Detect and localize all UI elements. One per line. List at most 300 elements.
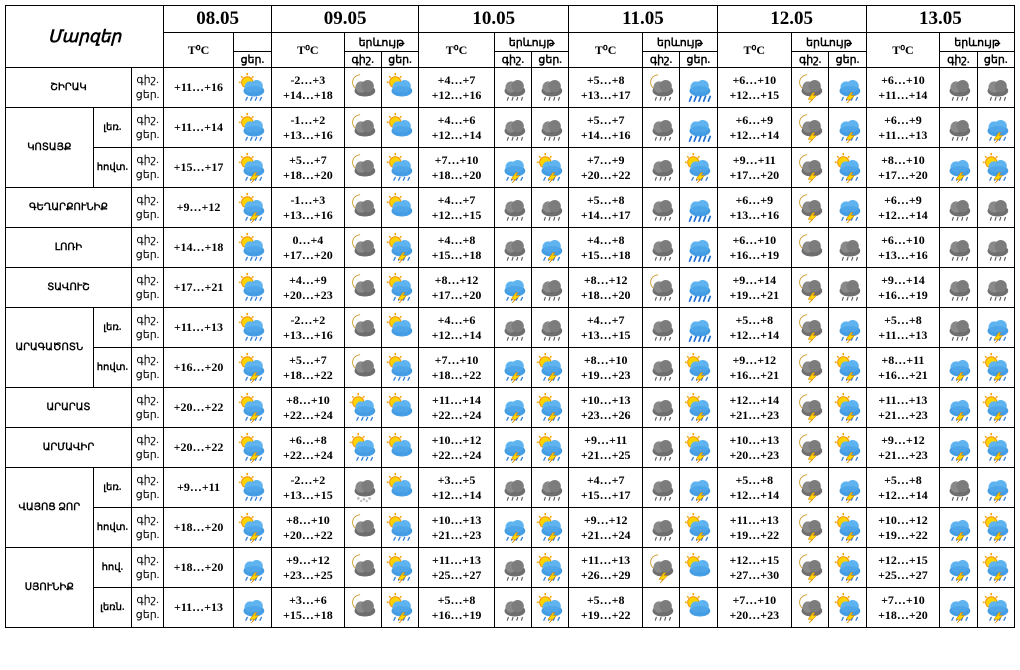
cloud-storm-icon: [940, 352, 976, 384]
temperature-cell: +15…+17: [164, 148, 234, 188]
sun-cloud-icon: [382, 112, 418, 144]
night-temp: +5…+8: [884, 472, 922, 487]
day-label: ցեր.: [135, 128, 160, 141]
temperature-cell: [272, 68, 345, 108]
temperature-cell: [419, 468, 495, 508]
night-temp: +10…+12: [431, 432, 482, 447]
night-label: գիշ.: [136, 193, 159, 206]
temperature-cell: +18…+20: [164, 548, 234, 588]
sun-cloud-storm-icon: [234, 192, 271, 224]
day-night-label: [131, 468, 163, 508]
night-label: գիշ.: [136, 113, 159, 126]
day-temp: +22…+24: [283, 447, 333, 462]
night-temp: +4…+6: [437, 112, 476, 127]
temperature-cell: +14…+18: [164, 228, 234, 268]
night-temp: +4…+9: [289, 272, 327, 287]
day-temp: +11…+14: [878, 87, 928, 102]
temperature-cell: [569, 228, 643, 268]
cloud-storm-icon: [495, 272, 531, 304]
moon-cloud-storm-icon: [792, 512, 828, 544]
cloud-rain-icon: [643, 392, 679, 424]
cloud-rain-icon: [829, 232, 865, 264]
temperature-cell: +11…+16: [164, 68, 234, 108]
phenomenon-cell: [233, 148, 271, 188]
day-label: ցեր.: [135, 368, 160, 381]
cloud-storm-icon: [978, 472, 1015, 504]
night-phenomenon-cell: [344, 108, 381, 148]
night-temp: 0…+4: [292, 232, 324, 247]
sun-cloud-storm-icon: [978, 152, 1015, 184]
night-phenomenon-cell: [494, 548, 531, 588]
moon-cloud-icon: [345, 152, 381, 184]
night-temp: +4…+6: [437, 312, 476, 327]
day-label: ցեր.: [135, 288, 160, 301]
night-phenomenon-cell: [940, 508, 977, 548]
temperature-cell: [419, 68, 495, 108]
sun-cloud-storm-icon: [829, 552, 865, 584]
day-temp: +20…+22: [283, 527, 333, 542]
temp-header: T⁰C: [569, 33, 643, 68]
day-temp: +12…+14: [431, 327, 482, 342]
night-subheader: գիշ.: [642, 52, 679, 68]
day-subheader: ցեր.: [381, 52, 418, 68]
temp-header: T⁰C: [717, 33, 792, 68]
cloud-storm-icon: [680, 472, 716, 504]
cloud-rain-icon: [495, 312, 531, 344]
night-temp: +10…+13: [580, 392, 631, 407]
day-temp: +16…+19: [431, 607, 482, 622]
temperature-cell: [866, 268, 940, 308]
day-temp: +22…+24: [431, 407, 482, 422]
night-phenomenon-cell: [494, 268, 531, 308]
moon-cloud-icon: [345, 512, 381, 544]
cloud-rain-icon: [495, 192, 531, 224]
day-temp: +16…+19: [729, 247, 780, 262]
day-phenomenon-cell: [829, 108, 866, 148]
night-phenomenon-cell: [642, 148, 679, 188]
moon-cloud-storm-icon: [792, 272, 828, 304]
day-phenomenon-cell: [977, 548, 1015, 588]
subzone-label: լեռ.: [93, 108, 131, 148]
temperature-cell: [419, 308, 495, 348]
day-temp: +13…+16: [283, 327, 333, 342]
sun-cloud-rain-icon: [382, 352, 418, 384]
day-subheader: ցեր.: [680, 52, 717, 68]
cloud-storm-icon: [495, 352, 531, 384]
temperature-cell: [569, 68, 643, 108]
day-phenomenon-cell: [381, 388, 418, 428]
phenomenon-header: երևույթ: [494, 33, 569, 52]
day-temp: +18…+20: [580, 287, 631, 302]
night-phenomenon-cell: [344, 148, 381, 188]
day-phenomenon-cell: [829, 588, 866, 628]
sun-cloud-icon: [382, 72, 418, 104]
cloud-rain-icon: [643, 512, 679, 544]
night-temp: +11…+13: [581, 552, 631, 567]
day-subheader: ցեր.: [532, 52, 569, 68]
night-phenomenon-cell: [494, 188, 531, 228]
moon-cloud-storm-icon: [792, 352, 828, 384]
date-header: 11.05: [569, 6, 717, 33]
cloud-storm-icon: [829, 472, 865, 504]
phenomenon-cell: [233, 308, 271, 348]
day-temp: +22…+24: [431, 447, 482, 462]
night-phenomenon-cell: [494, 588, 531, 628]
night-temp: +4…+7: [586, 312, 625, 327]
day-temp: +19…+22: [729, 527, 780, 542]
date-header: 13.05: [866, 6, 1014, 33]
cloud-rain-icon: [643, 432, 679, 464]
night-phenomenon-cell: [344, 468, 381, 508]
day-phenomenon-cell: [680, 588, 717, 628]
temperature-cell: [419, 508, 495, 548]
night-temp: +6…+10: [881, 72, 925, 87]
phenomenon-cell: [233, 68, 271, 108]
sun-cloud-storm-icon: [532, 352, 568, 384]
night-phenomenon-cell: [940, 188, 977, 228]
temperature-cell: +18…+20: [164, 508, 234, 548]
day-phenomenon-cell: [381, 468, 418, 508]
day-temp: +23…+25: [283, 567, 333, 582]
night-phenomenon-cell: [494, 508, 531, 548]
night-temp: +12…+15: [878, 552, 928, 567]
day-night-label: [131, 388, 163, 428]
sun-cloud-storm-icon: [382, 592, 418, 624]
day-temp: +19…+21: [729, 287, 780, 302]
temp-header: T⁰C: [272, 33, 345, 68]
night-phenomenon-cell: [642, 428, 679, 468]
day-phenomenon-cell: [532, 148, 569, 188]
night-temp: +9…+12: [286, 552, 330, 567]
sun-cloud-storm-icon: [829, 392, 865, 424]
moon-cloud-storm-icon: [792, 192, 828, 224]
day-phenomenon-cell: [381, 228, 418, 268]
cloud-rain-icon: [495, 112, 531, 144]
temperature-cell: +9…+11: [164, 468, 234, 508]
day-phenomenon-cell: [381, 548, 418, 588]
day-phenomenon-cell: [532, 508, 569, 548]
temperature-cell: [717, 268, 792, 308]
day-temp: +21…+23: [431, 527, 482, 542]
day-subheader: ցեր.: [829, 52, 866, 68]
night-temp: +6…+9: [884, 192, 922, 207]
night-phenomenon-cell: [344, 188, 381, 228]
night-temp: +3…+5: [437, 472, 476, 487]
night-phenomenon-cell: [642, 188, 679, 228]
temperature-cell: [569, 548, 643, 588]
night-phenomenon-cell: [344, 268, 381, 308]
temperature-cell: [866, 548, 940, 588]
day-temp: +21…+23: [878, 407, 928, 422]
temperature-cell: +11…+13: [164, 588, 234, 628]
day-night-label: [131, 268, 163, 308]
region-name: ՏԱՎՈՒՇ: [6, 268, 132, 308]
night-phenomenon-cell: [792, 348, 829, 388]
night-phenomenon-cell: [940, 228, 977, 268]
day-temp: +12…+14: [729, 487, 780, 502]
phenomenon-cell: [233, 468, 271, 508]
temperature-cell: [866, 108, 940, 148]
day-phenomenon-cell: [680, 548, 717, 588]
temperature-cell: [272, 388, 345, 428]
cloud-heavy-rain-icon: [680, 312, 716, 344]
moon-cloud-storm-icon: [792, 392, 828, 424]
sun-cloud-rain-icon: [234, 232, 271, 264]
sun-cloud-rain-icon: [234, 272, 271, 304]
night-phenomenon-cell: [642, 588, 679, 628]
temperature-cell: [569, 508, 643, 548]
night-label: գիշ.: [136, 393, 159, 406]
cloud-rain-icon: [978, 72, 1015, 104]
moon-cloud-icon: [345, 552, 381, 584]
cloud-rain-icon: [495, 232, 531, 264]
night-label: գիշ.: [136, 473, 159, 486]
day-temp: +14…+17: [580, 207, 631, 222]
day-label: ցեր.: [135, 168, 160, 181]
temperature-cell: [569, 308, 643, 348]
day-phenomenon-cell: [829, 148, 866, 188]
night-label: գիշ.: [136, 233, 159, 246]
phenomenon-cell: [233, 228, 271, 268]
night-temp: +9…+12: [881, 432, 925, 447]
date-header: 12.05: [717, 6, 866, 33]
cloud-rain-icon: [940, 272, 976, 304]
day-temp: +18…+22: [283, 367, 333, 382]
day-phenomenon-cell: [532, 68, 569, 108]
day-phenomenon-cell: [680, 68, 717, 108]
region-name: ԱՐԱՐԱՏ: [6, 388, 132, 428]
temperature-cell: [717, 508, 792, 548]
temperature-cell: [866, 588, 940, 628]
cloud-storm-icon: [532, 232, 568, 264]
day-phenomenon-cell: [829, 388, 866, 428]
night-phenomenon-cell: [494, 388, 531, 428]
sun-cloud-rain-icon: [234, 112, 271, 144]
night-temp: +9…+12: [732, 352, 777, 367]
day-temp: +26…+29: [580, 567, 631, 582]
day-phenomenon-cell: [532, 588, 569, 628]
cloud-rain-icon: [940, 472, 976, 504]
cloud-storm-icon: [829, 72, 865, 104]
day-night-label: [131, 148, 163, 188]
region-name: ՇԻՐԱԿ: [6, 68, 132, 108]
sun-cloud-storm-icon: [978, 512, 1015, 544]
cloud-storm-icon: [940, 552, 976, 584]
day-phenomenon-cell: [381, 348, 418, 388]
sun-cloud-storm-icon: [978, 432, 1015, 464]
day-label: ցեր.: [135, 88, 160, 101]
temperature-cell: +9…+12: [164, 188, 234, 228]
subzone-label: լեռն.: [93, 588, 131, 628]
night-label: գիշ.: [136, 73, 159, 86]
day-temp: +21…+25: [580, 447, 631, 462]
night-phenomenon-cell: [940, 428, 977, 468]
day-temp: +20…+23: [729, 447, 780, 462]
night-phenomenon-cell: [494, 428, 531, 468]
night-phenomenon-cell: [494, 228, 531, 268]
night-phenomenon-cell: [642, 308, 679, 348]
day-temp: +12…+14: [878, 487, 928, 502]
temperature-cell: [717, 308, 792, 348]
night-phenomenon-cell: [344, 308, 381, 348]
day-temp: +16…+21: [878, 367, 928, 382]
sun-cloud-storm-icon: [532, 552, 568, 584]
night-label: գիշ.: [136, 513, 159, 526]
day-phenomenon-cell: [680, 388, 717, 428]
table-row: [6, 228, 1015, 268]
sun-cloud-storm-icon: [382, 552, 418, 584]
moon-cloud-storm-icon: [792, 72, 828, 104]
day-phenomenon-cell: [829, 268, 866, 308]
temperature-cell: [569, 268, 643, 308]
night-temp: +4…+7: [437, 72, 476, 87]
day-phenomenon-cell: [829, 68, 866, 108]
night-phenomenon-cell: [792, 508, 829, 548]
forecast-body: [6, 68, 1015, 628]
cloud-storm-icon: [940, 592, 976, 624]
day-phenomenon-cell: [532, 388, 569, 428]
cloud-storm-icon: [495, 152, 531, 184]
temperature-cell: [569, 588, 643, 628]
day-phenomenon-cell: [381, 428, 418, 468]
temperature-cell: [272, 188, 345, 228]
region-name: ԿՈՏԱՅՔ: [6, 108, 94, 188]
phenomenon-cell: [233, 388, 271, 428]
sun-cloud-rain-icon: [234, 472, 271, 504]
day-phenomenon-cell: [680, 348, 717, 388]
cloud-storm-icon: [978, 312, 1015, 344]
phenomenon-header: երևույթ: [792, 33, 867, 52]
sun-cloud-rain-icon: [382, 152, 418, 184]
day-temp: +11…+13: [878, 127, 928, 142]
moon-cloud-storm-icon: [792, 552, 828, 584]
moon-cloud-storm-icon: [792, 112, 828, 144]
night-phenomenon-cell: [494, 348, 531, 388]
temperature-cell: [717, 148, 792, 188]
night-temp: +8…+12: [434, 272, 479, 287]
regions-header: Մարզեր: [6, 6, 164, 68]
night-temp: +9…+14: [732, 272, 777, 287]
night-subheader: գիշ.: [792, 52, 829, 68]
temperature-cell: [272, 148, 345, 188]
temp-header: T⁰C: [419, 33, 495, 68]
day-temp: +12…+14: [729, 127, 780, 142]
sun-cloud-storm-icon: [234, 512, 271, 544]
night-temp: +4…+7: [586, 472, 625, 487]
table-row: [6, 108, 1015, 148]
sun-cloud-rain-icon: [382, 512, 418, 544]
sun-cloud-rain-icon: [234, 72, 271, 104]
cloud-rain-icon: [532, 472, 568, 504]
temperature-cell: [866, 388, 940, 428]
cloud-storm-icon: [234, 552, 271, 584]
temperature-cell: [419, 428, 495, 468]
day-temp: +21…+23: [878, 447, 928, 462]
day-temp: +13…+16: [729, 207, 780, 222]
moon-cloud-storm-icon: [792, 432, 828, 464]
night-temp: +5…+8: [884, 312, 922, 327]
forecast-table: [5, 5, 1015, 628]
night-phenomenon-cell: [642, 228, 679, 268]
temperature-cell: [717, 468, 792, 508]
cloud-rain-icon: [495, 592, 531, 624]
day-temp: +25…+27: [431, 567, 482, 582]
temperature-cell: [866, 148, 940, 188]
temperature-cell: [866, 348, 940, 388]
day-temp: +20…+23: [283, 287, 333, 302]
phenomenon-cell: [233, 348, 271, 388]
night-temp: +5…+7: [586, 112, 625, 127]
table-row: [6, 268, 1015, 308]
sun-cloud-storm-icon: [382, 272, 418, 304]
cloud-rain-icon: [643, 232, 679, 264]
day-temp: +25…+27: [878, 567, 928, 582]
day-night-label: [131, 308, 163, 348]
night-phenomenon-cell: [494, 308, 531, 348]
date-header: 08.05: [164, 6, 272, 33]
day-phenomenon-cell: [977, 428, 1015, 468]
phenomenon-cell: [233, 188, 271, 228]
day-temp: +16…+19: [878, 287, 928, 302]
day-label: ցեր.: [135, 248, 160, 261]
day-phenomenon-cell: [680, 268, 717, 308]
day-temp: +15…+18: [283, 607, 333, 622]
day-temp: +15…+18: [580, 247, 631, 262]
day-label: ցեր.: [135, 208, 160, 221]
day-temp: +13…+16: [283, 207, 333, 222]
day-phenomenon-cell: [977, 308, 1015, 348]
night-temp: -1…+2: [290, 112, 326, 127]
cloud-rain-icon: [940, 72, 976, 104]
cloud-rain-icon: [495, 72, 531, 104]
day-phenomenon-cell: [680, 508, 717, 548]
day-label: ցեր.: [135, 448, 160, 461]
table-row: [6, 68, 1015, 108]
phenomenon-cell: [233, 508, 271, 548]
day-temp: +13…+15: [283, 487, 333, 502]
temp-header: T⁰C: [866, 33, 940, 68]
night-phenomenon-cell: [792, 308, 829, 348]
day-night-label: [131, 588, 163, 628]
day-temp: +27…+30: [729, 567, 780, 582]
night-temp: +11…+13: [878, 392, 928, 407]
night-phenomenon-cell: [792, 228, 829, 268]
cloud-rain-icon: [940, 312, 976, 344]
subzone-label: հովտ.: [93, 348, 131, 388]
cloud-heavy-rain-icon: [680, 192, 716, 224]
subzone-label: լեռ.: [93, 468, 131, 508]
day-phenomenon-cell: [381, 508, 418, 548]
moon-cloud-storm-icon: [643, 552, 679, 584]
night-phenomenon-cell: [792, 188, 829, 228]
cloud-rain-icon: [940, 232, 976, 264]
night-temp: +5…+8: [735, 312, 774, 327]
temperature-cell: [866, 308, 940, 348]
night-temp: +7…+9: [586, 152, 625, 167]
day-phenomenon-cell: [977, 468, 1015, 508]
subzone-label: լեռ.: [93, 308, 131, 348]
night-temp: +10…+12: [878, 512, 928, 527]
subzone-label: հովտ.: [93, 148, 131, 188]
day-label: ցեր.: [135, 408, 160, 421]
night-temp: +8…+10: [881, 152, 925, 167]
day-night-label: [131, 108, 163, 148]
temperature-cell: [717, 228, 792, 268]
table-row: [6, 348, 1015, 388]
day-night-label: [131, 348, 163, 388]
sun-cloud-storm-icon: [532, 432, 568, 464]
sun-cloud-storm-icon: [829, 152, 865, 184]
